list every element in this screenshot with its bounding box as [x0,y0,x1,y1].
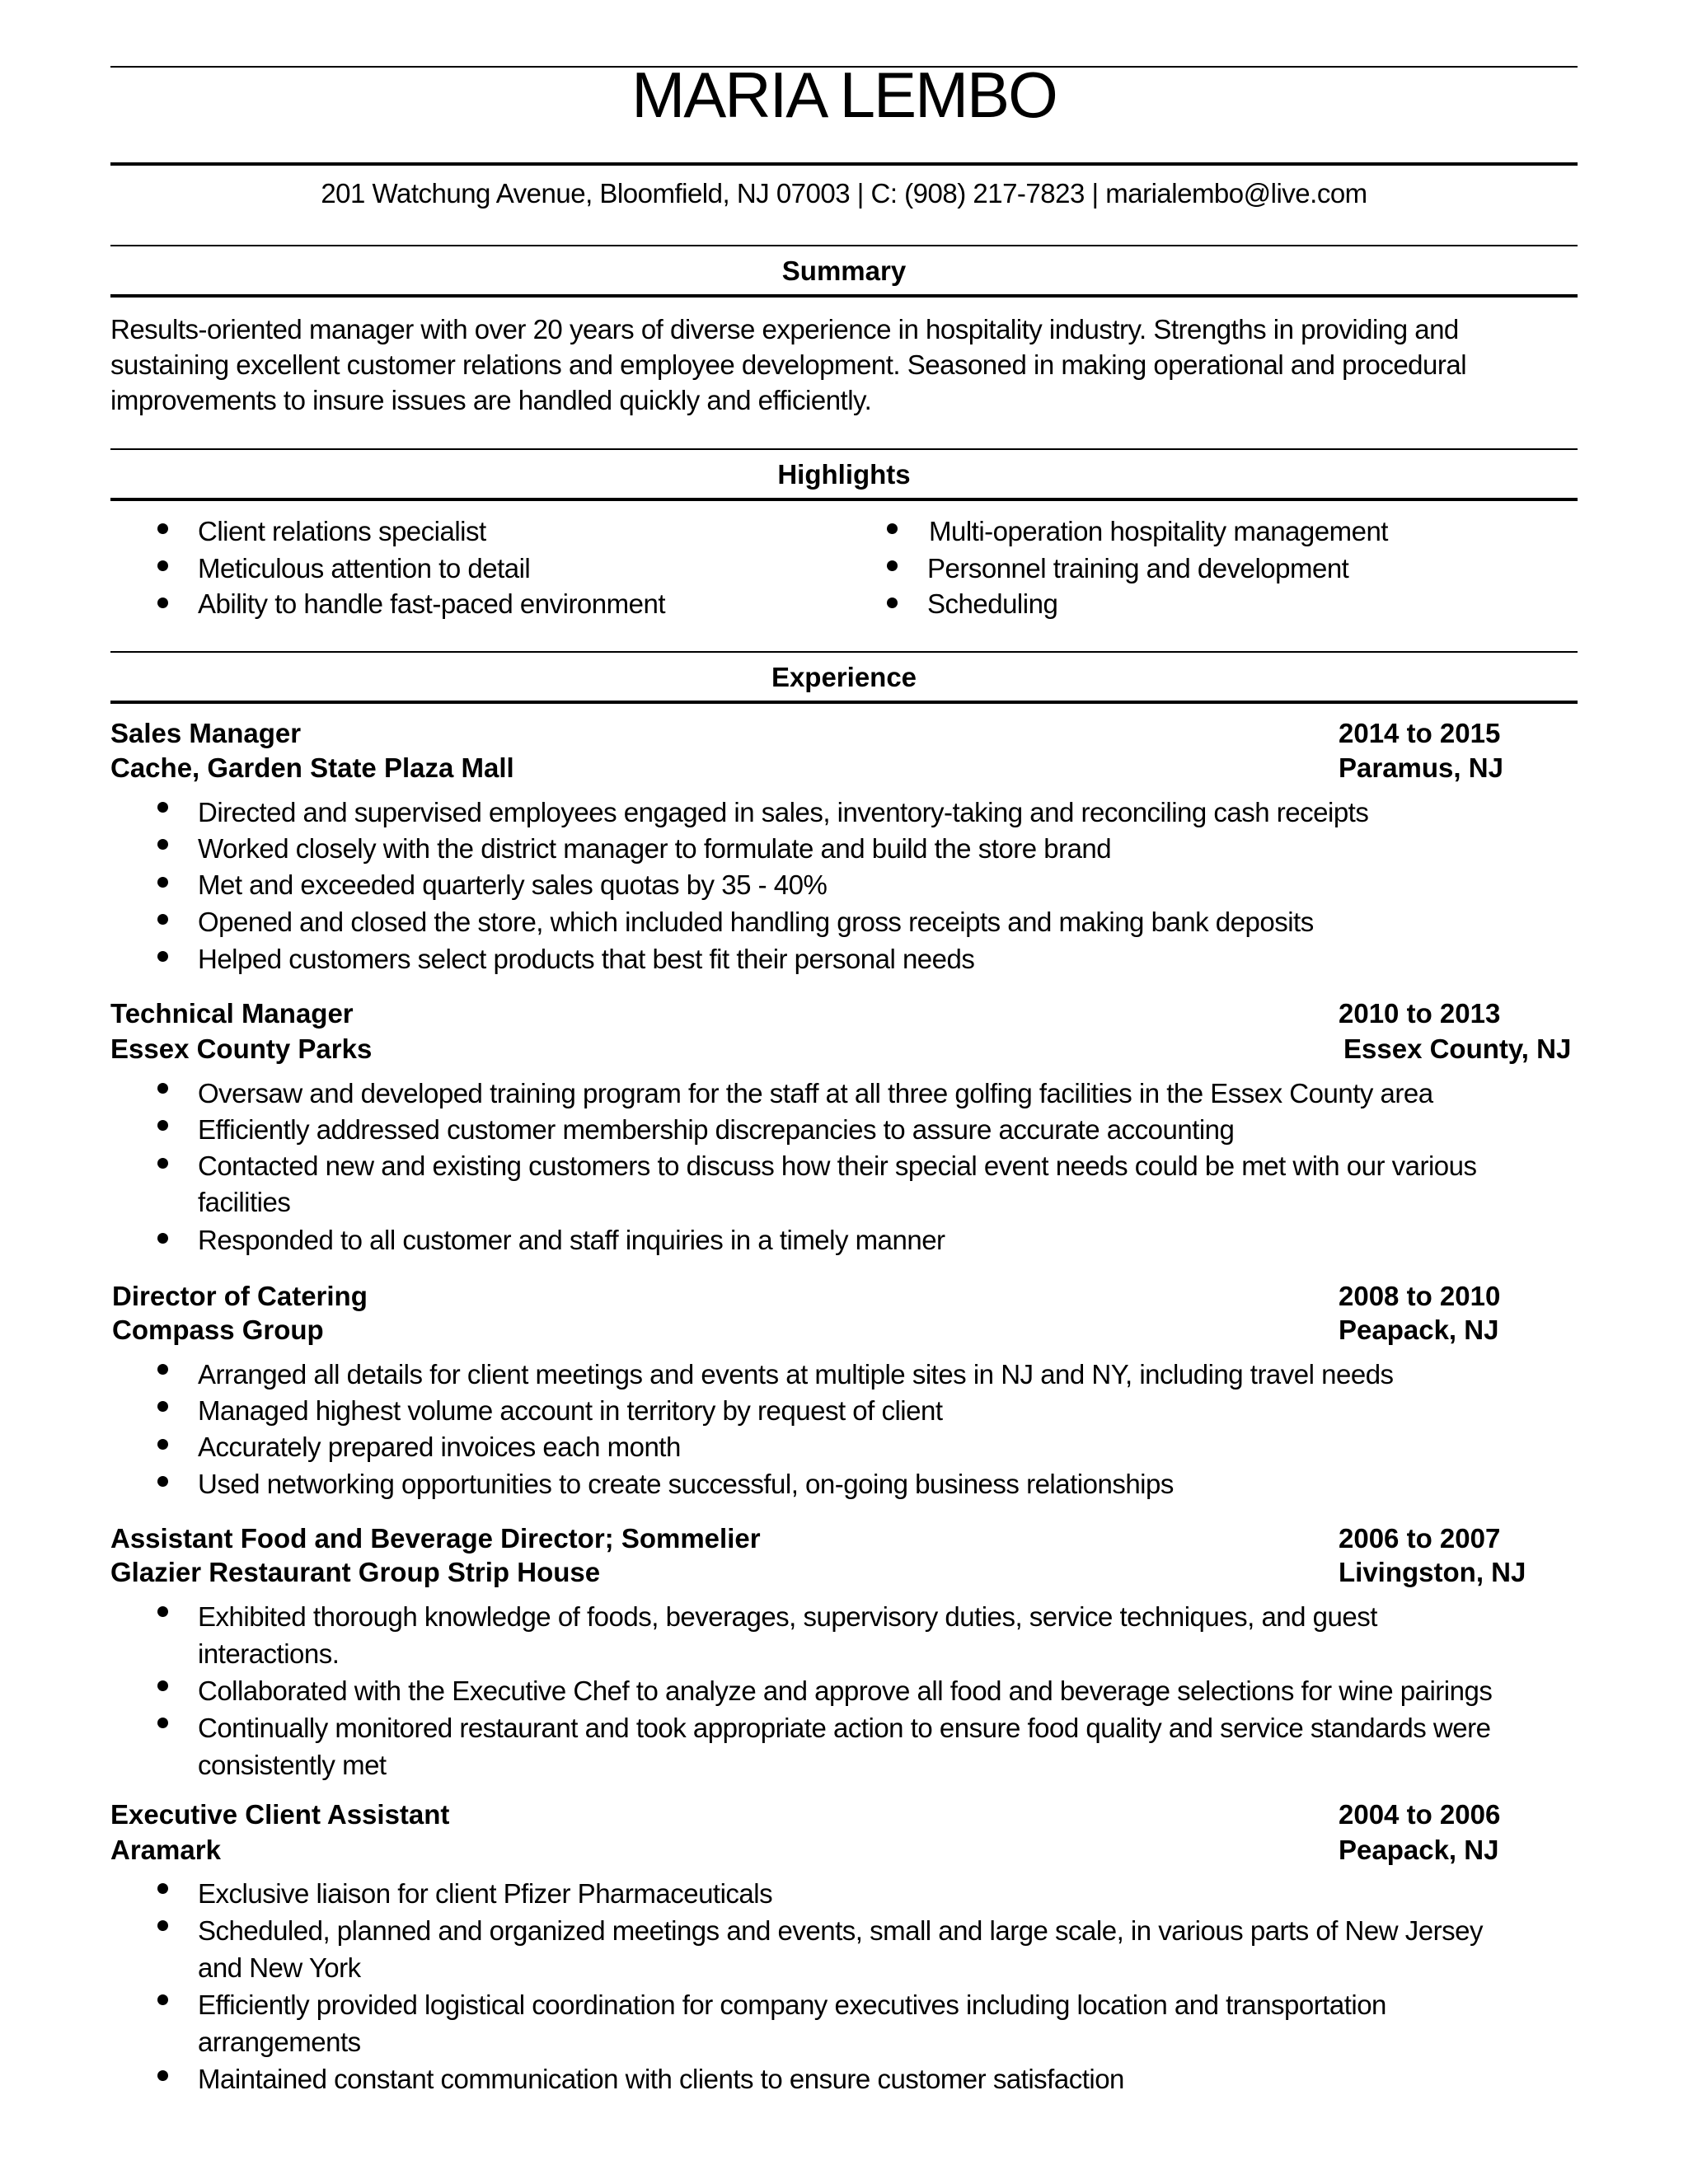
bullet-icon [157,951,168,962]
bullet-icon [157,839,168,850]
highlight-item: Client relations specialist [198,516,486,546]
bullet-icon [157,914,168,925]
job-bullet: Opened and closed the store, which included handling gross receipts and making bank deposits [198,907,1314,937]
highlights-bottom-rule [110,498,1578,501]
job-location: Peapack, NJ [1339,1315,1499,1345]
job-bullet-continuation: consistently met [198,1750,387,1780]
job-bullet: Exhibited thorough knowledge of foods, beverages, supervisory duties, service techniques, and guest [198,1601,1377,1632]
job-bullet: Efficiently provided logistical coordination for company executives including location and transportation [198,1990,1386,2020]
contact-line: 201 Watchung Avenue, Bloomfield, NJ 07003 | C: (908) 217-7823 | marialembo@live.com [321,178,1367,209]
name-rule [110,162,1578,166]
experience-heading: Experience [771,662,917,692]
bullet-icon [157,1994,168,2005]
bullet-icon [157,1883,168,1894]
highlight-item: Scheduling [927,588,1058,619]
job-company: Essex County Parks [110,1033,373,1064]
bullet-icon [887,523,898,534]
job-bullet: Responded to all customer and staff inquiries in a timely manner [198,1225,945,1255]
job-company: Compass Group [112,1315,324,1345]
highlights-heading: Highlights [777,459,911,490]
bullet-icon [157,560,168,571]
bullet-icon [157,1606,168,1617]
job-bullet: Maintained constant communication with clients to ensure customer satisfaction [198,2064,1124,2094]
job-bullet: Used networking opportunities to create successful, on-going business relationships [198,1469,1174,1499]
job-bullet-continuation: interactions. [198,1638,340,1669]
job-bullet: Worked closely with the district manager to formulate and build the store brand [198,833,1112,864]
experience-top-rule [110,651,1578,653]
bullet-icon [157,1401,168,1412]
summary-top-rule [110,245,1578,246]
experience-bottom-rule [110,701,1578,704]
summary-bottom-rule [110,294,1578,298]
job-company: Aramark [110,1835,221,1865]
job-bullet-continuation: arrangements [198,2027,361,2057]
job-bullet: Continually monitored restaurant and took appropriate action to ensure food quality and service standards were [198,1713,1491,1743]
summary-heading: Summary [781,255,907,286]
bullet-icon [157,1718,168,1728]
bullet-icon [157,1439,168,1450]
bullet-icon [157,2070,168,2081]
bullet-icon [157,1233,168,1244]
job-bullet-continuation: facilities [198,1187,291,1217]
bullet-icon [157,523,168,534]
job-company: Glazier Restaurant Group Strip House [110,1557,601,1587]
job-title: Assistant Food and Beverage Director; Sommelier [110,1523,761,1554]
job-dates: 2014 to 2015 [1339,718,1501,748]
job-bullet: Efficiently addressed customer membership discrepancies to assure accurate accounting [198,1114,1235,1145]
job-title: Director of Catering [112,1281,368,1311]
job-company: Cache, Garden State Plaza Mall [110,752,514,783]
bullet-icon [157,802,168,813]
job-bullet: Exclusive liaison for client Pfizer Pharmaceuticals [198,1878,773,1909]
job-dates: 2006 to 2007 [1339,1523,1501,1554]
job-bullet: Met and exceeded quarterly sales quotas by 35 - 40% [198,869,828,900]
job-location: Livingston, NJ [1339,1557,1526,1587]
bullet-icon [157,877,168,888]
bullet-icon [157,1158,168,1169]
job-bullet: Accurately prepared invoices each month [198,1432,681,1462]
bullet-icon [157,1920,168,1931]
job-bullet: Collaborated with the Executive Chef to analyze and approve all food and beverage selections for wine pairings [198,1675,1493,1706]
job-location: Peapack, NJ [1339,1835,1499,1865]
summary-line: improvements to insure issues are handled quickly and efficiently. [110,385,872,415]
bullet-icon [157,598,168,608]
highlights-top-rule [110,448,1578,450]
job-bullet: Contacted new and existing customers to discuss how their special event needs could be met with our various [198,1151,1477,1181]
bullet-icon [157,1476,168,1487]
job-bullet: Helped customers select products that best fit their personal needs [198,944,975,974]
job-bullet: Oversaw and developed training program for the staff at all three golfing facilities in the Essex County area [198,1078,1433,1108]
bullet-icon [157,1364,168,1375]
candidate-name: MARIA LEMBO [631,59,1057,131]
job-title: Executive Client Assistant [110,1799,450,1830]
job-location: Essex County, NJ [1343,1033,1572,1064]
bullet-icon [887,598,898,608]
job-bullet: Arranged all details for client meetings and events at multiple sites in NJ and NY, including travel needs [198,1359,1394,1390]
job-dates: 2010 to 2013 [1339,998,1501,1029]
bullet-icon [157,1680,168,1691]
summary-line: sustaining excellent customer relations and employee development. Seasoned in making operational and procedural [110,349,1467,380]
job-dates: 2004 to 2006 [1339,1799,1501,1830]
bullet-icon [887,560,898,571]
job-bullet: Scheduled, planned and organized meetings and events, small and large scale, in various parts of New Jersey [198,1915,1483,1946]
job-title: Technical Manager [110,998,354,1029]
highlight-item: Meticulous attention to detail [198,553,531,583]
highlight-item: Multi-operation hospitality management [929,516,1388,546]
job-dates: 2008 to 2010 [1339,1281,1501,1311]
job-bullet-continuation: and New York [198,1952,361,1983]
bullet-icon [157,1083,168,1094]
job-bullet: Managed highest volume account in territory by request of client [198,1395,943,1426]
bullet-icon [157,1120,168,1131]
job-bullet: Directed and supervised employees engaged in sales, inventory-taking and reconciling cash receipts [198,797,1369,827]
summary-line: Results-oriented manager with over 20 years of diverse experience in hospitality industry. Strengths in providing and [110,314,1459,344]
highlight-item: Ability to handle fast-paced environment [198,588,666,619]
job-title: Sales Manager [110,718,302,748]
highlight-item: Personnel training and development [927,553,1349,583]
job-location: Paramus, NJ [1339,752,1503,783]
